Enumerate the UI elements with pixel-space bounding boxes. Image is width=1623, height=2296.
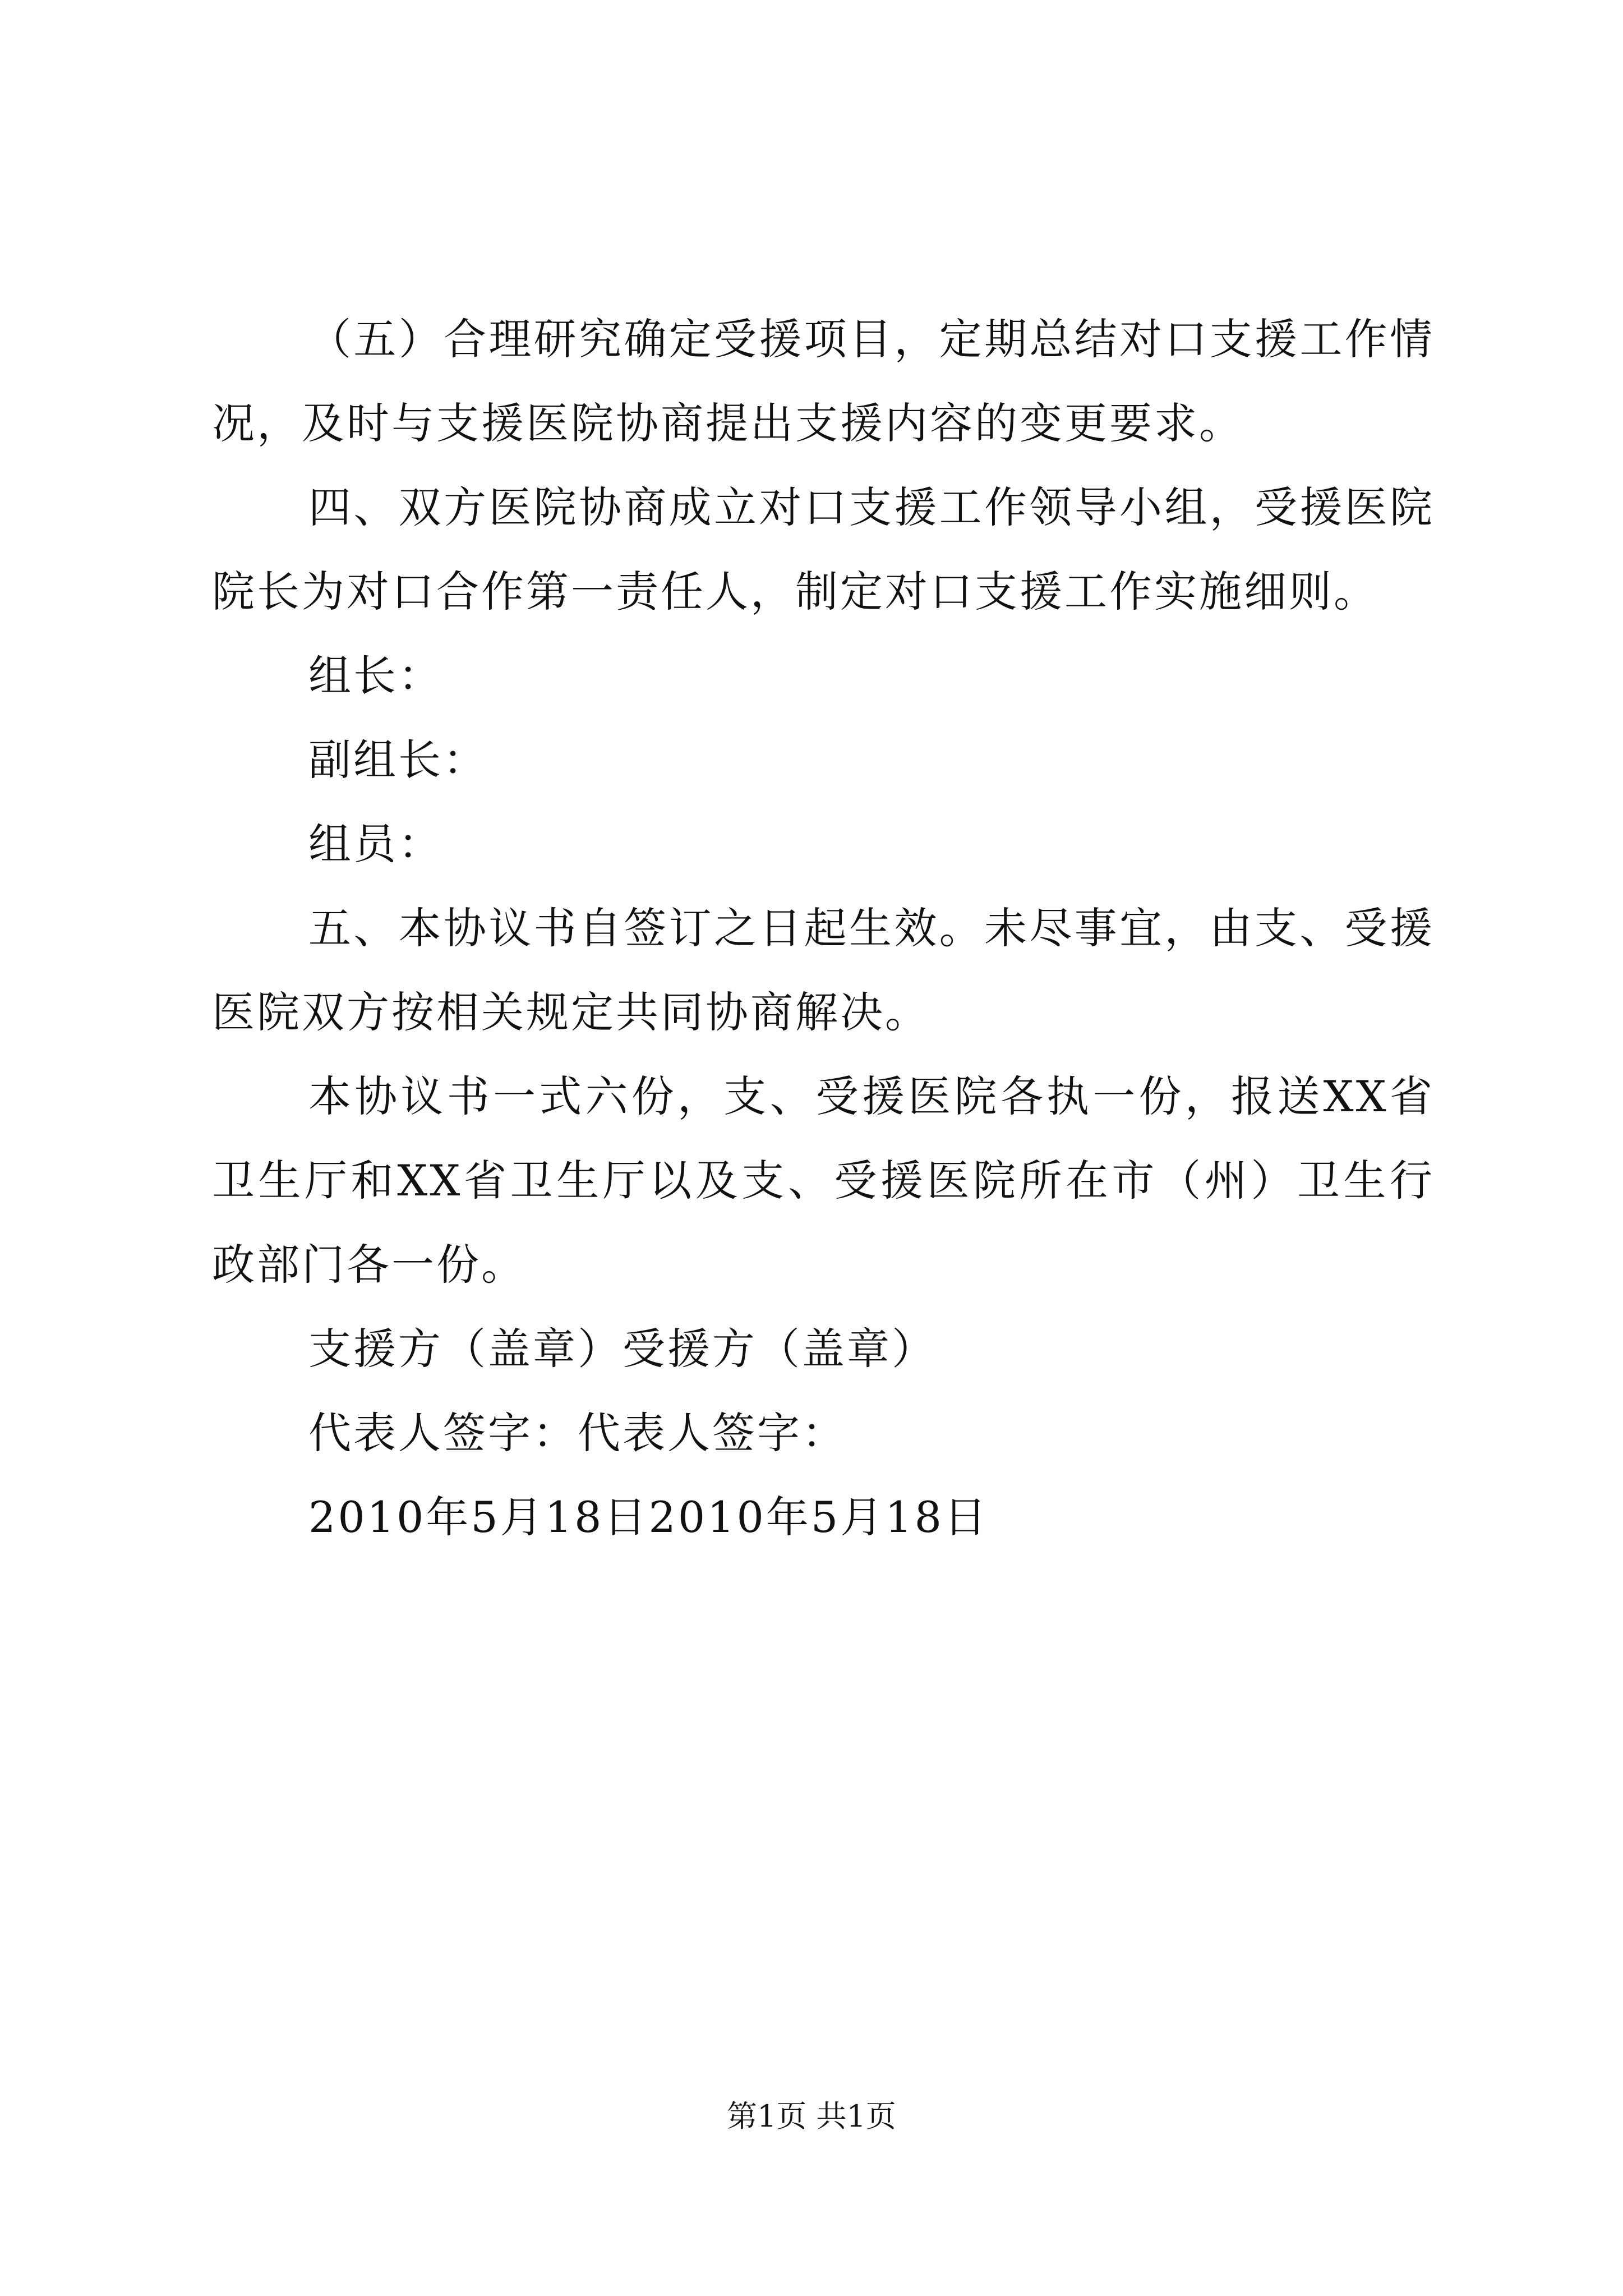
- signature-representative-line: 代表人签字：代表人签字：: [308, 1408, 847, 1458]
- role-leader: 组长：: [308, 651, 443, 701]
- paragraph-item-five: （五）合理研究确定受援项目，定期总结对口支援工作情况，及时与支援医院协商提出支援内容的变更要求。: [212, 314, 1435, 448]
- page-number-footer: 第1页 共1页: [727, 2099, 896, 2134]
- signature-date-line: 2010年5月18日2010年5月18日: [308, 1492, 989, 1542]
- signature-seal-line: 支援方（盖章）受援方（盖章）: [308, 1324, 937, 1374]
- role-members: 组员：: [308, 819, 443, 869]
- paragraph-clause-four: 四、双方医院协商成立对口支援工作领导小组，受援医院院长为对口合作第一责任人，制定对口支援工作实施细则。: [212, 482, 1435, 616]
- role-deputy-leader: 副组长：: [308, 735, 488, 785]
- paragraph-copies: 本协议书一式六份，支、受援医院各执一份，报送XX省卫生厅和XX省卫生厅以及支、受援医院所在市（州）卫生行政部门各一份。: [212, 1071, 1435, 1290]
- paragraph-clause-five: 五、本协议书自签订之日起生效。未尽事宜，由支、受援医院双方按相关规定共同协商解决。: [212, 903, 1435, 1037]
- document-body: [212, 297, 1435, 1559]
